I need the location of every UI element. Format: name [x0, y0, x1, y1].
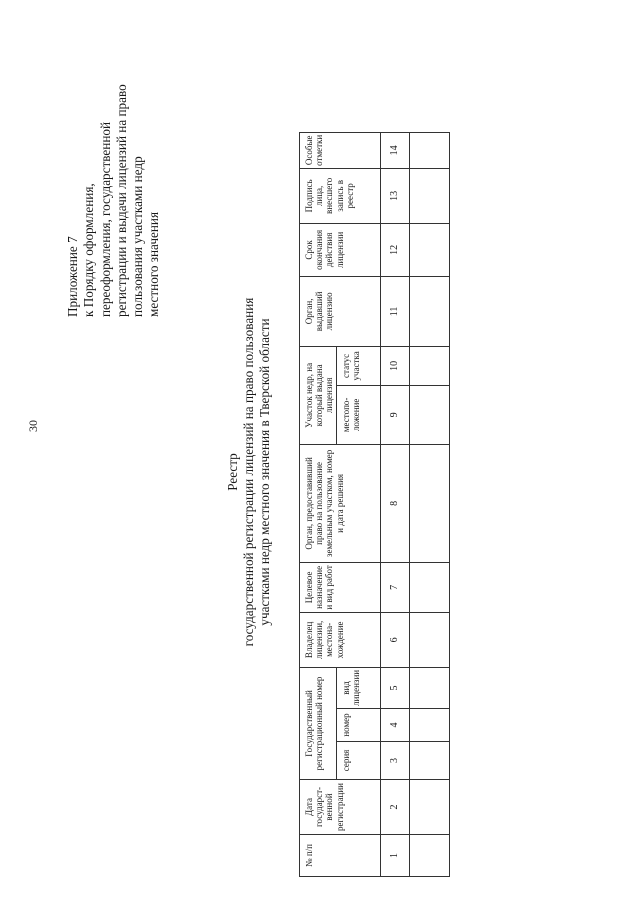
- table-cell: [409, 346, 449, 385]
- header-purpose: Целевое назначение и вид работ: [300, 562, 381, 612]
- rotated-page-content: [55, 12, 555, 877]
- header-issuer: Орган, выдавший лицензию: [300, 276, 381, 346]
- column-number: 12: [380, 223, 409, 276]
- header-no: № п/п: [300, 835, 381, 877]
- table-cell: [409, 780, 449, 835]
- table-cell: [409, 168, 449, 223]
- column-number: 14: [380, 132, 409, 168]
- header-expiry: Срок окончания действия лицензии: [300, 223, 381, 276]
- register-title: [225, 257, 273, 687]
- header-owner: Владелец лицензии, местона-хождение: [300, 612, 381, 667]
- appendix-line: переоформления, государственной: [97, 121, 113, 317]
- subheader-status: статус участка: [336, 346, 380, 385]
- column-number: 3: [380, 742, 409, 780]
- table-cell: [409, 223, 449, 276]
- column-number: 10: [380, 346, 409, 385]
- title-line: участками недр местного значения в Тверской области: [257, 318, 272, 626]
- column-number: 2: [380, 780, 409, 835]
- table-cell: [409, 562, 449, 612]
- table-cell: [409, 667, 449, 708]
- appendix-line: пользования участками недр: [130, 156, 146, 317]
- subheader-number: номер: [336, 709, 380, 742]
- column-number: 13: [380, 168, 409, 223]
- column-number: 5: [380, 667, 409, 708]
- subheader-location: местопо-ложение: [336, 385, 380, 444]
- table-cell: [409, 444, 449, 562]
- page-number: 30: [26, 420, 40, 432]
- header-notes: Особые отметки: [300, 132, 381, 168]
- appendix-line: к Порядку оформления,: [81, 183, 97, 317]
- table-row-empty: [409, 132, 449, 876]
- column-number: 11: [380, 276, 409, 346]
- column-number: 9: [380, 385, 409, 444]
- table-cell: [409, 385, 449, 444]
- appendix-block: [65, 27, 163, 317]
- title-line: государственной регистрации лицензий на право пользования: [241, 297, 256, 647]
- header-land-authority: Орган, предоставивший право на пользование земельным участком, номер и дата решения: [300, 444, 381, 562]
- appendix-line: Приложение 7: [65, 236, 80, 317]
- appendix-line: местного значения: [146, 211, 162, 317]
- header-plot: Участок недр, на который выдана лицензия: [300, 346, 337, 444]
- column-number: 8: [380, 444, 409, 562]
- subheader-license-type: вид лицензии: [336, 667, 380, 708]
- header-signature: Подпись лица, внесшего запись в реестр: [300, 168, 381, 223]
- column-number: 1: [380, 835, 409, 877]
- header-reg-number: Государственный регистрационный номер: [300, 667, 337, 779]
- table-cell: [409, 835, 449, 877]
- register-table: [299, 132, 450, 877]
- header-date: Дата государст-венной регистрации: [300, 780, 381, 835]
- table-cell: [409, 742, 449, 780]
- column-number: 6: [380, 612, 409, 667]
- column-number: 7: [380, 562, 409, 612]
- column-number: 4: [380, 709, 409, 742]
- table-cell: [409, 612, 449, 667]
- table-cell: [409, 276, 449, 346]
- table-cell: [409, 709, 449, 742]
- subheader-series: серия: [336, 742, 380, 780]
- title-heading: Реестр: [225, 453, 240, 491]
- table-cell: [409, 132, 449, 168]
- appendix-line: регистрации и выдачи лицензий на право: [113, 84, 129, 317]
